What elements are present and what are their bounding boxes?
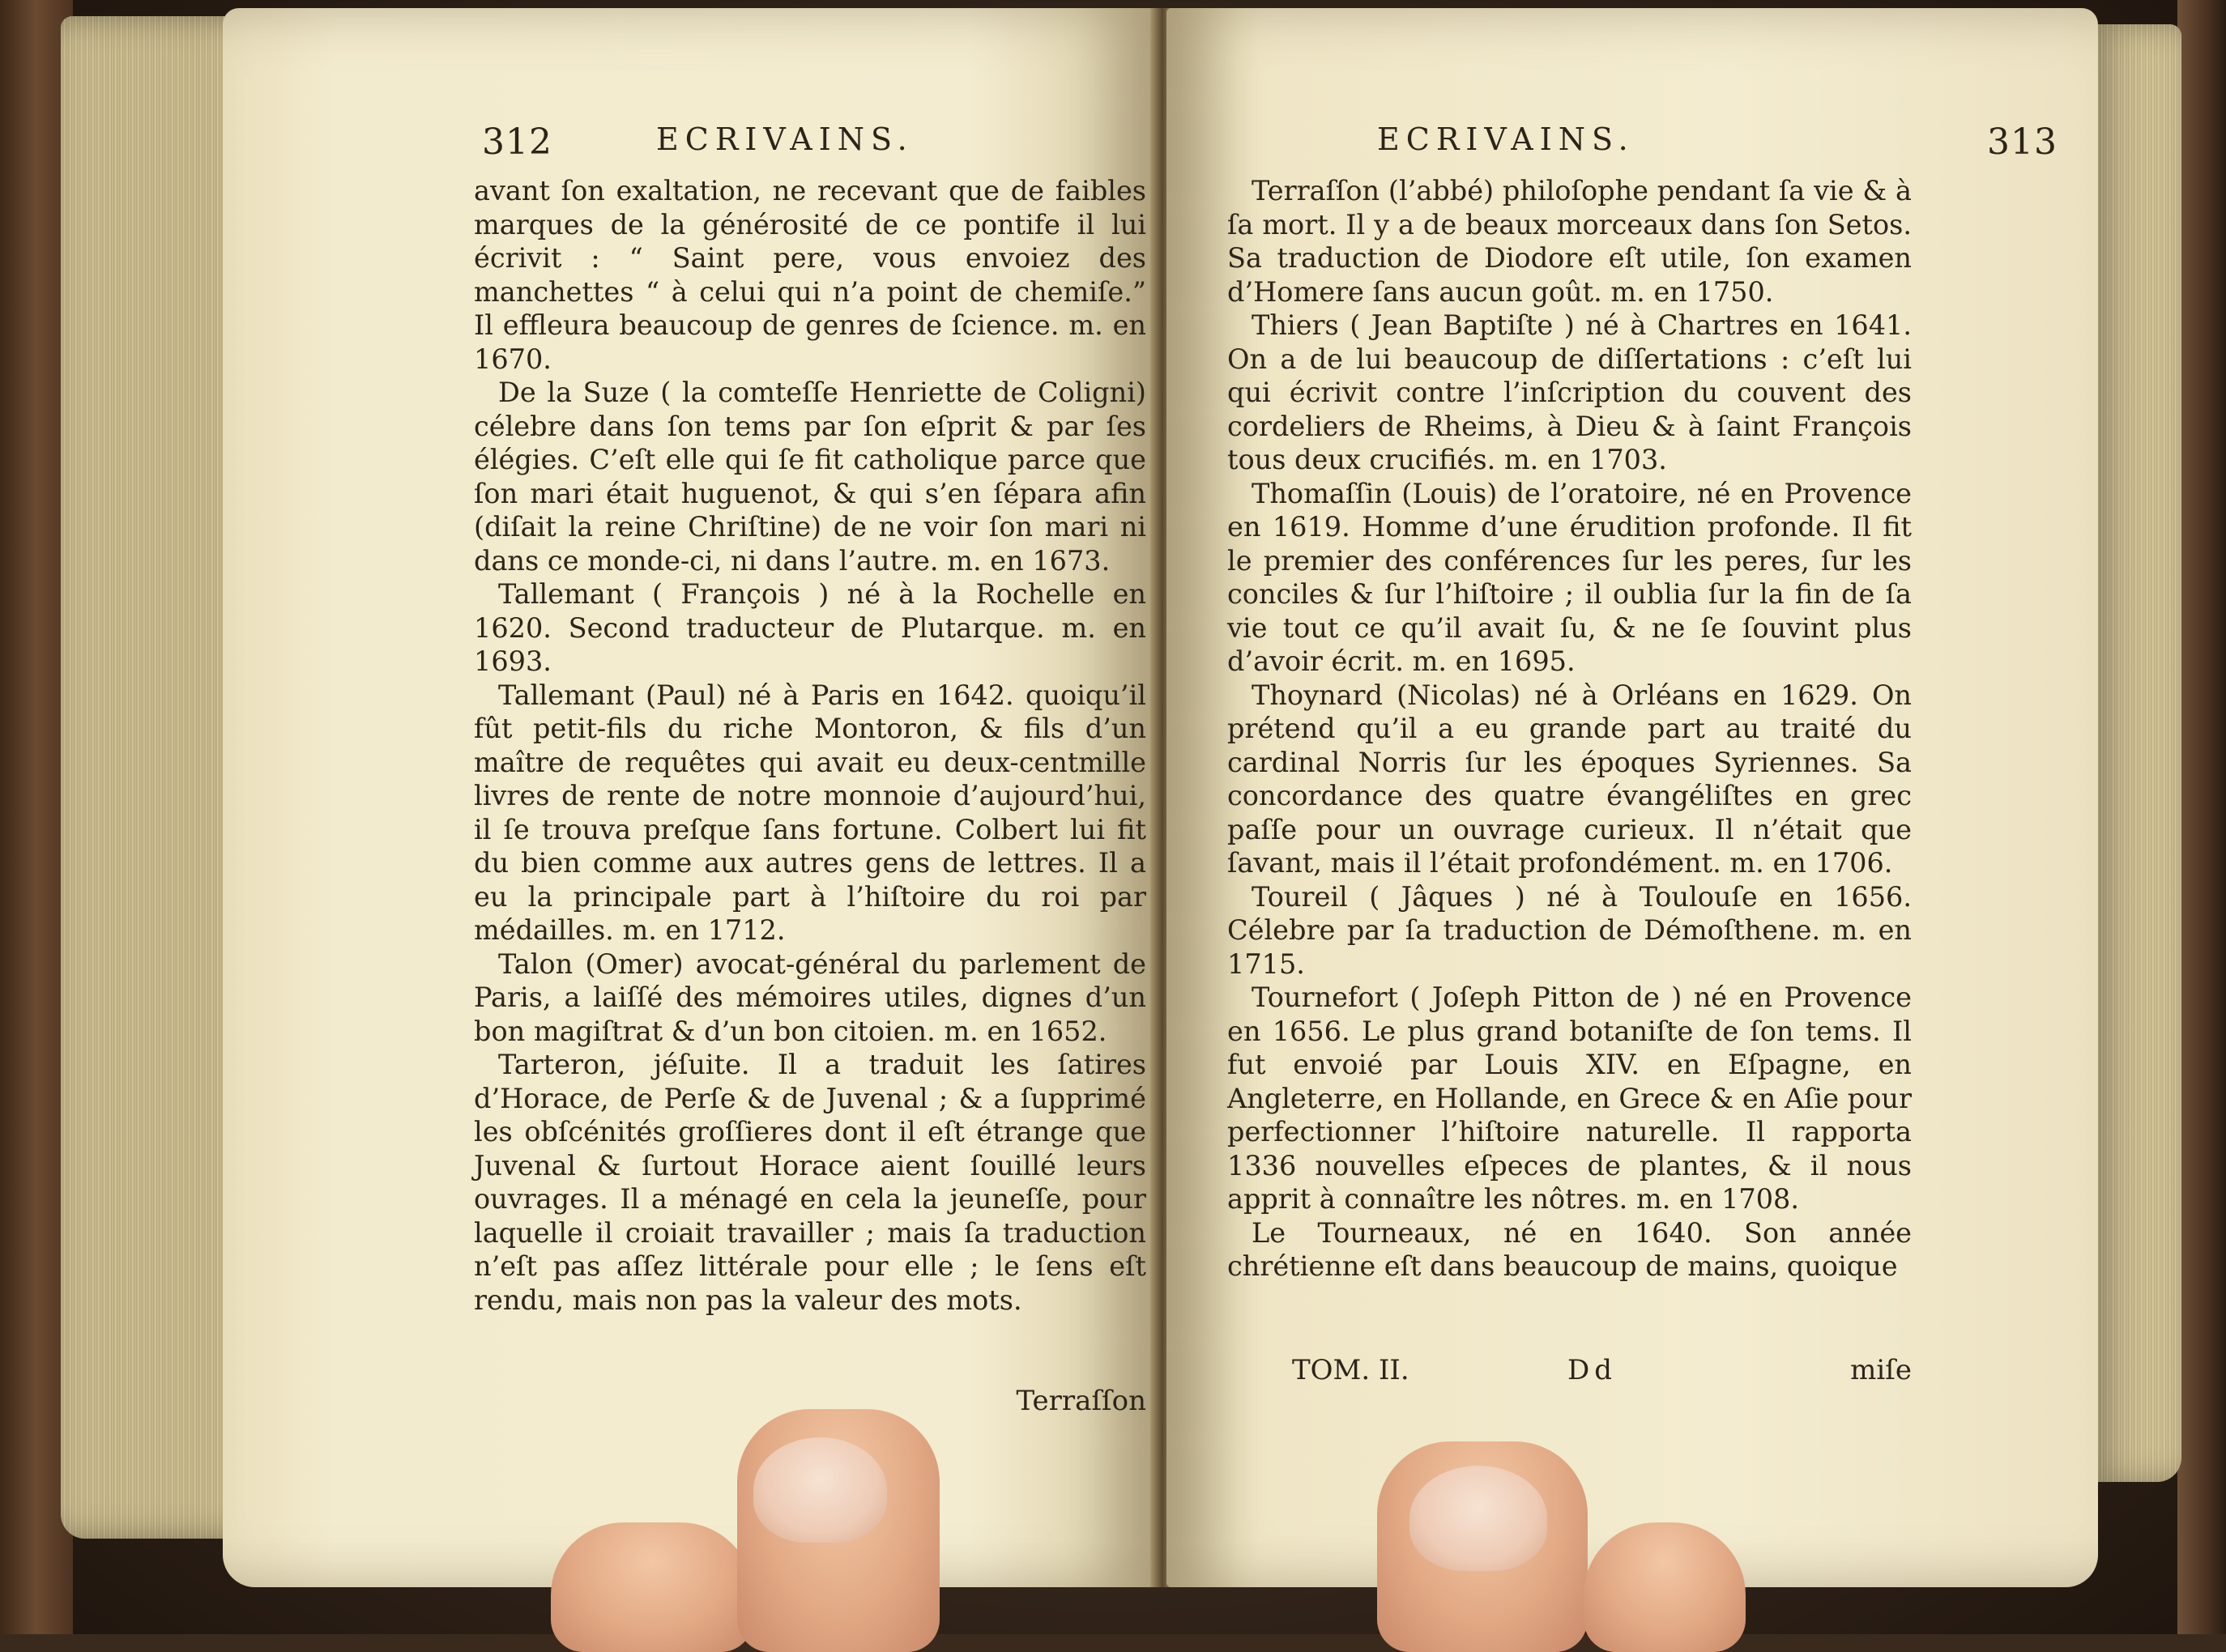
paragraph: Thiers ( Jean Baptiſte ) né à Chartres en 1641. On a de lui beaucoup de diſſertations : c’eſt lui qui écrivit contre l’inſcription du couvent des cordeliers de Rheims, à Dieu & à ſaint François tous deux crucifiés. m. en 1703. xyxy=(1227,309,1912,475)
signature-mark: Dd xyxy=(1567,1354,1618,1386)
left-page-number: 312 xyxy=(482,121,552,163)
finger-right-1 xyxy=(1377,1441,1588,1652)
finger-right-2 xyxy=(1584,1522,1746,1652)
paragraph: Tournefort ( Joſeph Pitton de ) né en Provence en 1656. Le plus grand botaniſte de ſon tems. Il fut envoié par Louis XIV. en Eſpagne, en Angleterre, en Hollande, en Grece & en Aſie pour perfectionner l’hiſtoire naturelle. Il rapporta 1336 nouvelles eſpeces de plantes, & il nous apprit à connaître les nôtres. m. en 1708. xyxy=(1227,981,1912,1215)
left-running-title: ECRIVAINS. xyxy=(656,121,914,157)
paragraph: Thomaſſin (Louis) de l’oratoire, né en Provence en 1619. Homme d’une érudition profonde. Il fit le premier des conférences ſur les peres, ſur les conciles & ſur l’hiſtoire ; il oublia ſur la fin de ſa vie tout ce qu’il avait ſu, & ne ſe ſouvint plus d’avoir écrit. m. en 1695. xyxy=(1227,477,1912,677)
paragraph: Le Tourneaux, né en 1640. Son année chrétienne eſt dans beaucoup de mains, quoique xyxy=(1227,1216,1912,1282)
left-page-text xyxy=(474,174,1146,1317)
paragraph: Terraſſon (l’abbé) philoſophe pendant ſa vie & à ſa mort. Il y a de beaux morceaux dans ſon Setos. Sa traduction de Diodore eſt utile, ſon examen d’Homere ſans aucun goût. m. en 1750. xyxy=(1227,175,1912,308)
paragraph: Toureil ( Jâques ) né à Toulouſe en 1656. Célebre par ſa traduction de Démoſthene. m. en 1715. xyxy=(1227,880,1912,980)
right-page-header xyxy=(1377,121,2058,170)
paragraph: Talon (Omer) avocat-général du parlement de Paris, a laiſſé des mémoires utiles, dignes d’un bon magiſtrat & d’un bon citoien. m. en 1652. xyxy=(474,947,1146,1047)
finger-left-2 xyxy=(737,1409,940,1652)
finger-left-1 xyxy=(551,1522,753,1652)
paragraph: Tarteron, jéſuite. Il a traduit les ſatires d’Horace, de Perſe & de Juvenal ; & a ſupprimé les obſcénités groſſieres dont il eſt étrange que Juvenal & ſurtout Horace aient ſouillé leurs ouvrages. Il a ménagé en cela la jeuneſſe, pour laquelle il croiait travailler ; mais ſa traduction n’eſt pas aſſez littérale pour elle ; le ſens eſt rendu, mais non pas la valeur des mots. xyxy=(474,1049,1146,1316)
paragraph: Thoynard (Nicolas) né à Orléans en 1629. On prétend qu’il a eu grande part au traité du cardinal Norris ſur les époques Syriennes. Sa concordance des quatre évangéliſtes en grec paſſe pour un ouvrage curieux. Il n’était que ſavant, mais il l’était profondément. m. en 1706. xyxy=(1227,679,1912,879)
tome-mark: TOM. II. xyxy=(1292,1354,1409,1386)
right-page-text xyxy=(1227,174,1912,1284)
right-page xyxy=(1166,8,2098,1587)
fingernail xyxy=(753,1437,887,1543)
left-page-header xyxy=(482,121,1146,170)
leather-cover-right xyxy=(2177,0,2226,1634)
paragraph: avant ſon exaltation, ne recevant que de faibles marques de la générosité de ce pontife il lui écrivit : “ Saint pere, vous envoiez des manchettes “ à celui qui n’a point de chemiſe.” Il effleura beaucoup de genres de ſcience. m. en 1670. xyxy=(474,175,1146,375)
paragraph: De la Suze ( la comteſſe Henriette de Coligni) célebre dans ſon tems par ſon eſprit & par ſes élégies. C’eſt elle qui ſe fit catholique parce que ſon mari était huguenot, & qui s’en ſépara afin (diſait la reine Chriſtine) de ne voir ſon mari ni dans ce monde-ci, ni dans l’autre. m. en 1673. xyxy=(474,377,1146,577)
fingernail xyxy=(1409,1466,1547,1571)
left-catchword: Terraſſon xyxy=(1016,1385,1146,1417)
right-catchword: miſe xyxy=(1850,1354,1912,1386)
page-edges-right xyxy=(2092,24,2181,1482)
left-page xyxy=(223,8,1154,1587)
right-running-title: ECRIVAINS. xyxy=(1377,121,1635,157)
paragraph: Tallemant ( François ) né à la Rochelle en 1620. Second traducteur de Plutarque. m. en 1693. xyxy=(474,578,1146,677)
paragraph: Tallemant (Paul) né à Paris en 1642. quoiqu’il fût petit-fils du riche Montoron, & fils d’un maître de requêtes qui avait eu deux-centmille livres de rente de notre monnoie d’aujourd’hui, il ſe trouva preſque ſans fortune. Colbert lui fit du bien comme aux autres gens de lettres. Il a eu la principale part à l’hiſtoire du roi par médailles. m. en 1712. xyxy=(474,679,1146,946)
right-page-number: 313 xyxy=(1987,121,2058,163)
